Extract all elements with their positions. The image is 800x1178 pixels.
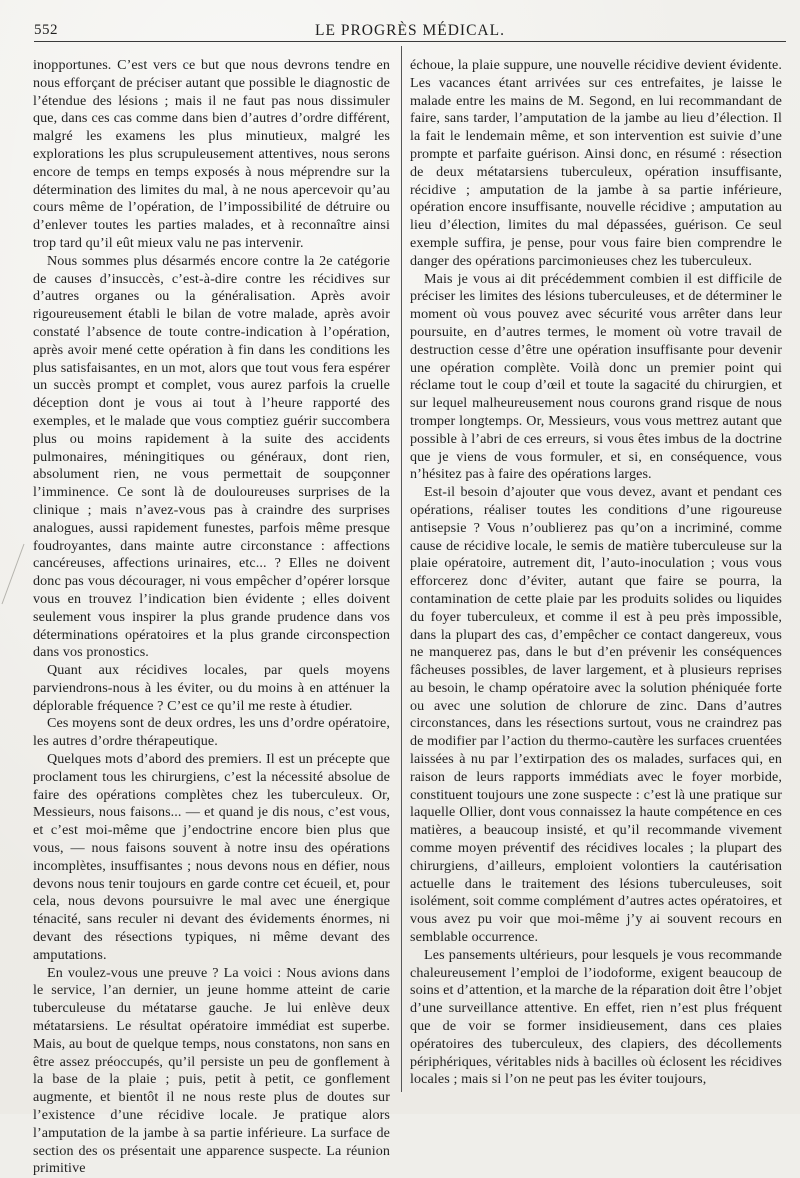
paragraph: échoue, la plaie suppure, une nouvelle récidive devient évidente. Les vacances étant arrivées sur ces entrefaites, je laisse le malade entre les mains de M. Segond, en lui recommandant de faire, sans tarder, l’amputation de la jambe au lieu d’élection. Il la fait le lendemain même, et son intervention est suivie d’une prompte et parfaite guérison. Ainsi donc, en résumé : résection de deux métatarsiens tuberculeux, opération insuffisante, récidive ; amputation de la jambe à sa partie inférieure, opération encore insuffisante, nouvelle récidive ; amputation au lieu d’élection, limites du mal dépassées, guérison. Ce seul exemple suffira, je pense, pour vous faire bien comprendre le danger des opérations parcimonieuses chez les tuberculeux. [410,57,782,269]
paragraph: Mais je vous ai dit précédemment combien il est difficile de préciser les limites des lésions tuberculeuses, et de déterminer le moment où vous pouvez avec sécurité vous arrêter dans leur poursuite, en d’autres termes, le moment où votre travail de destruction cesse d’être une opération insuffisante pour devenir une opération complète. Voilà donc un premier point qui réclame tout le coup d’œil et toute la sagacité du chirurgien, et sur lequel malheureusement nous courons grand risque de nous tromper longtemps. Or, Messieurs, vous vous mettrez autant que possible à l’abri de ces erreurs, si vous êtes imbus de la doctrine que je viens de vous formuler, et si, en conséquence, vous n’hésitez pas à faire des opérations larges. [410,270,782,483]
pencil-mark-icon [0,540,30,610]
right-column [410,57,782,1089]
paragraph: Quelques mots d’abord des premiers. Il est un précepte que proclament tous les chirurgiens, c’est la nécessité absolue de faire des opérations complètes chez les tuberculeux. Or, Messieurs, nous faisons... — et quand je dis nous, c’est vous, et c’est moi-même que j’endoctrine encore bien plus que vous, — nous faisons souvent à notre insu des opérations incomplètes, insuffisantes ; nous devons nous en défier, nous devons nous tenir toujours en garde contre cet écueil, et, pour cela, nous devons poursuivre le mal avec une énergique ténacité, sans reculer ni devant des évidements énormes, ni devant des résections typiques, ni même devant des amputations. [33,751,390,963]
header-rule [34,41,786,42]
paragraph: Les pansements ultérieurs, pour lesquels je vous recommande chaleureusement l’emploi de l’iodoforme, exigent beaucoup de soins et d’attention, et la marche de la réparation doit être l’objet d’une surveillance attentive. En effet, rien n’est plus fréquent que de voir se former insidieusement, dans ces plaies opératoires des tuberculeux, des clapiers, des décollements périphériques, véritables nids à bacilles où éclosent les récidives locales ; mais si l’on ne peut pas les éviter toujours, [410,946,782,1088]
running-title: LE PROGRÈS MÉDICAL. [315,22,505,39]
column-divider [401,46,402,1092]
paragraph: inopportunes. C’est vers ce but que nous devrons tendre en nous efforçant de préciser autant que possible le diagnostic de l’étendue des lésions ; mais il ne faut pas nous dissimuler que, dans ces cas comme dans bien d’autres d’ordre différent, malgré les examens les plus minutieux, malgré les explorations les plus scrupuleusement attentives, nous serons encore de temps en temps exposés à nous méprendre sur la détermination des limites du mal, à ne nous apercevoir qu’au cours même de l’opération, de l’impossibilité de détruire ou d’enlever toutes les parties malades, et à reconnaître ainsi trop tard qu’il eût mieux valu ne pas intervenir. [33,57,390,251]
page-number: 552 [34,22,58,38]
paragraph: Est-il besoin d’ajouter que vous devez, avant et pendant ces opérations, réaliser toutes les conditions d’une rigoureuse antisepsie ? Vous n’oublierez pas qu’on a incriminé, comme cause de récidive locale, le semis de matière tuberculeuse sur la plaie opératoire, autrement dit, l’auto-inoculation ; vous vous efforcerez donc d’éviter, autant que faire se pourra, la contamination de cette plaie par les produits solides ou liquides du foyer tuberculeux, et comme il est à peu près impossible, dans la plupart des cas, d’empêcher ce contact dangereux, vous ne manquerez pas, dans le but d’en prévenir les conséquences fâcheuses possibles, de laver largement, et à plusieurs reprises au besoin, le champ opératoire avec la solution phéniquée forte ou avec une solution de chlorure de zinc. Dans d’autres circonstances, dans les résections surtout, vous ne craindrez pas de modifier par l’action du thermo-cautère les surfaces cruentées laissées à nu par l’extirpation des os malades, surfaces qui, en raison de leurs rapports immédiats avec le foyer morbide, constituent toujours une zone suspecte : c’est là une pratique sur laquelle Ollier, dont vous connaissez la haute compétence en ces matières, a beaucoup insisté, et qu’il recommande vivement comme moyen préventif des récidives locales ; la plupart des chirurgiens, d’ailleurs, emploient volontiers la cautérisation actuelle dans le traitement des lésions tuberculeuses, soit isolément, soit comme complément d’autres actes opératoires, et vous avez pu voir que moi-même j’y ai souvent recours en semblable occurrence. [410,484,782,946]
left-column [33,57,390,1178]
paragraph: Quant aux récidives locales, par quels moyens parviendrons-nous à les éviter, ou du moins à en atténuer la déplorable fréquence ? C’est ce qu’il me reste à étudier. [33,662,390,714]
paragraph: Ces moyens sont de deux ordres, les uns d’ordre opératoire, les autres d’ordre thérapeutique. [33,715,390,750]
paragraph: Nous sommes plus désarmés encore contre la 2e catégorie de causes d’insuccès, c’est-à-dire contre les récidives sur d’autres organes ou la généralisation. Après avoir rigoureusement établi le bilan de votre malade, après avoir constaté l’absence de toute contre-indication à l’opération, après avoir mené cette opération à fin dans les conditions les plus satisfaisantes, en un mot, alors que tout vous fera espérer un succès prompt et complet, vous aurez parfois la cruelle déception dont je vous ai tout à l’heure rapporté des exemples, et le malade que vous comptiez guérir succombera plus ou moins rapidement à la suite des accidents pulmonaires, méningitiques ou généraux, dont rien, absolument rien, ne vous permettait de soupçonner l’imminence. Ce sont là de douloureuses surprises de la clinique ; mais n’avez-vous pas à craindre des surprises analogues, aussi rapidement funestes, parfois même presque foudroyantes, dans mainte autre circonstance : affections cancéreuses, affections urinaires, etc... ? Elles ne doivent donc pas vous décourager, ni vous empêcher d’opérer lorsque vous en trouvez l’indication bien évidente ; elles doivent seulement vous inspirer la plus grande prudence dans vos déterminations opératoires et la plus grande circonspection dans vos pronostics. [33,252,390,661]
paragraph: En voulez-vous une preuve ? La voici : Nous avions dans le service, l’an dernier, un jeune homme atteint de carie tuberculeuse du métatarse gauche. Je lui enlève deux métatarsiens. Le résultat opératoire immédiat est superbe. Mais, au bout de quelque temps, nous constatons, non sans en être assez préoccupés, qu’il persiste un peu de gonflement à la base de la plaie ; puis, petit à petit, ce gonflement augmente, et bientôt il ne nous reste plus de doutes sur l’existence d’une récidive locale. Je pratique alors l’amputation de la jambe à sa partie inférieure. La surface de section des os présentait une apparence suspecte. La réunion primitive [33,964,390,1177]
